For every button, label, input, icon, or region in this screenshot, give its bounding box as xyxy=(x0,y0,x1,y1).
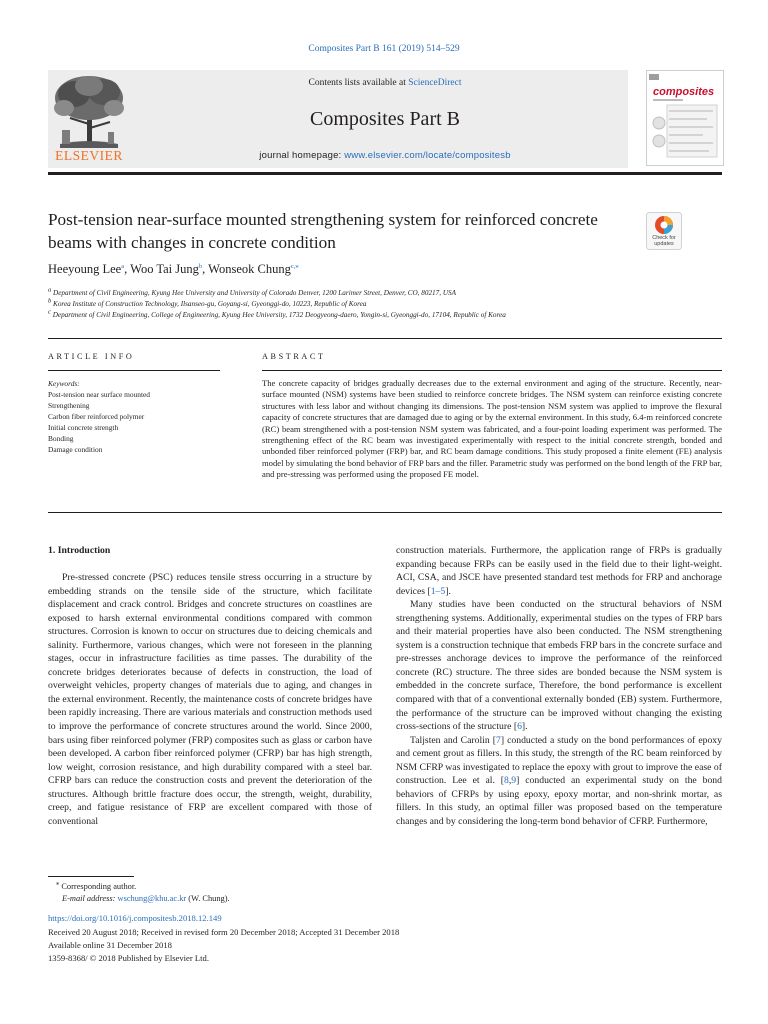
paragraph xyxy=(396,598,722,733)
keyword: Post-tension near surface mounted xyxy=(48,390,151,399)
header-divider xyxy=(48,172,722,175)
received-dates: Received 20 August 2018; Received in revised form 20 December 2018; Accepted 31 December 2018 xyxy=(48,927,400,937)
keywords-block xyxy=(48,378,150,455)
journal-homepage xyxy=(48,150,722,161)
author: Woo Tai Jung xyxy=(130,262,199,276)
author-separator: , xyxy=(124,262,131,276)
paragraph-text: ]. xyxy=(521,721,528,733)
affiliation-mark[interactable]: a xyxy=(121,262,125,270)
keyword: Bonding xyxy=(48,434,74,443)
affiliation-letter: c xyxy=(48,308,51,316)
abstract-heading: ABSTRACT xyxy=(262,352,326,361)
affiliation xyxy=(48,297,367,308)
elsevier-wordmark: ELSEVIER xyxy=(55,148,123,163)
journal-title: Composites Part B xyxy=(309,108,460,130)
author: Heeyoung Lee xyxy=(48,262,122,276)
paragraph: Pre-stressed concrete (PSC) reduces tensile stress occurring in a structure by embedding strands on the tensile side of the structure, which facilitate displacement and crack control. Bridges and concrete structures on coastlines are exposed to harsh external environmental conditions compared with common structures. Corrosion is known to occur on structures due to deicing chemicals and salinity. Furthermore, various changes, which were not foreseen in the planning stages, occur in infrastructure facilities as time passes. The durability of the concrete bridges deteriorates because of defects in construction, the load of overweight vehicles, property changes of materials due to aging, and changes in the external environment. Recently, the maintenance costs of concrete bridges have been rapidly increasing. There are various materials and construction methods used to improve the performance of concrete structures around the world. Since 2000, bars using fiber reinforced polymer (FRP) composites such as glass or carbon have been developed. A carbon fiber reinforced polymer (CFRP) bar has high strength, low weight, corrosion resistance, and high durability compared with a steel bar. CFRP bars can reduce the construction costs and prevent the deterioration of the structures. Although brittle fracture does occur, the strength, weight, durability, creep, and fatigue resistance of FRP are excellent compared with those of conventional xyxy=(48,572,372,827)
affiliation xyxy=(48,308,506,319)
journal-cover-thumbnail xyxy=(646,70,724,166)
footnote-mark: ⁎ xyxy=(56,880,60,888)
check-updates-label: Check for updates xyxy=(652,235,676,247)
paragraph-text: Taljsten and Carolin [ xyxy=(410,734,496,746)
paper-title: Post-tension near-surface mounted strengthening system for reinforced concrete beams with changes in concrete condition xyxy=(48,210,598,252)
footnote-line xyxy=(48,893,230,905)
author-list xyxy=(48,262,299,277)
email-label: E-mail address: xyxy=(62,894,118,903)
email-link[interactable]: wschung@khu.ac.kr xyxy=(117,894,187,903)
copyright: 1359-8368/ © 2018 Published by Elsevier Ltd. xyxy=(48,952,209,963)
author-separator: , xyxy=(202,262,209,276)
abstract-text: The concrete capacity of bridges gradually decreases due to the external environment and aging of the structure. Recently, near-surface mounted (NSM) systems have been studied to reinforce concrete bridges. The NSM system can reinforce existing concrete structures with less labor and without changing its dimensions. The post-tension NSM system was applied to improve the flexural capacity of concrete structures that are damaged due to aging or by the external environment. In this study, 6.4-m reinforced concrete (RC) beam strengthened with a post-tension NSM system was fabricated, and a four-point loading experiment was performed. The strengthening effect of the RC beam was investigated experimentally with respect to the initial concrete strength, bonded and unbonded fiber reinforced polymer (FRP) bar, and RC beam damage conditions. This study proposed a finite element (FE) analysis model by simulating the bond behavior of FRP bars and the filler. Parametric study was performed on the bond length of the FRP bar, and pre-stressing was performed using the proposed FE model. xyxy=(262,378,722,480)
citation-ref[interactable]: 9 xyxy=(511,775,517,787)
affiliation-letter: a xyxy=(48,286,52,294)
affiliation-text: Korea Institute of Construction Technology, Ilsanseo-gu, Goyang-si, Gyeonggi-do, 10223, Republic of Korea xyxy=(53,300,367,308)
affiliation-text: Department of Civil Engineering, College of Engineering, Kyung Hee University, 1732 Deogyeong-daero, Yongin-si, Gyeonggi-do, 17104, Republic of Korea xyxy=(52,311,506,319)
email-owner: (W. Chung). xyxy=(186,894,230,903)
paragraph xyxy=(396,544,722,598)
citation-ref[interactable]: 8 xyxy=(504,775,509,787)
cover-title: composites xyxy=(653,86,715,98)
doi-link[interactable]: https://doi.org/10.1016/j.compositesb.2018.12.149 xyxy=(48,913,222,923)
citation-ref[interactable]: 7 xyxy=(495,734,501,746)
divider xyxy=(48,512,722,513)
keyword: Carbon fiber reinforced polymer xyxy=(48,412,145,421)
sciencedirect-link[interactable]: ScienceDirect xyxy=(408,78,462,88)
affiliation-mark[interactable]: c,⁎ xyxy=(290,262,299,270)
paragraph-text: ] conducted an experimental study on the bond behaviors of CFRPs by using epoxy, epoxy mortar, and non-shrink mortar, as fillers. In this study, an optimal filler was proposed based on the temperature changes and by considering the long-term bond behavior of CFRP. Furthermore, xyxy=(396,775,722,827)
paragraph-text: Many studies have been conducted on the structural behaviors of NSM strengthening systems. Additionally, experimental studies on the types of FRP bars and their material properties have also been conducted. The NSM strengthening system is a construction technique that embeds FRP bars in the concrete surface and pre-stresses anchorage devices to improve the performance of the reinforced concrete (RC) structure. The three sides are bonded because the NSM system is embedded in the concrete surface, Therefore, the bond performance is excellent compared with that of a conventional externally bonded (EB) system. Furthermore, the performance of the structure can be improved without changing the existing cross-sections of the structure [ xyxy=(396,599,722,733)
divider xyxy=(48,370,220,371)
citation-ref[interactable]: 6 xyxy=(517,721,522,733)
divider xyxy=(262,370,722,371)
affiliation xyxy=(48,286,457,297)
journal-citation[interactable]: Composites Part B 161 (2019) 514–529 xyxy=(308,44,460,54)
article-info-heading: ARTICLE INFO xyxy=(48,352,135,361)
body-column-right xyxy=(396,544,722,828)
cover-art xyxy=(647,71,723,165)
paragraph xyxy=(396,734,722,829)
keyword: Initial concrete strength xyxy=(48,423,119,432)
citation-ref[interactable]: 1–5 xyxy=(430,585,446,597)
affiliation-mark[interactable]: b xyxy=(198,262,203,270)
contents-prefix: Contents lists available at xyxy=(308,78,409,88)
footnote-text: Corresponding author. xyxy=(59,882,137,891)
available-online: Available online 31 December 2018 xyxy=(48,939,172,950)
keyword: Strengthening xyxy=(48,401,90,410)
divider xyxy=(48,338,722,339)
body-column-left xyxy=(48,571,372,828)
paragraph-text: construction materials. Furthermore, the application range of FRPs is gradually expanding because FRPs can be easily used in the field due to their light-weight. ACI, CSA, and JSCE have presented standard test methods for FRP and anchorage devices [ xyxy=(396,545,722,597)
check-for-updates-badge[interactable] xyxy=(646,212,682,250)
footnote-divider xyxy=(48,876,134,877)
footnote-line xyxy=(48,881,230,893)
paragraph-text: ]. xyxy=(445,585,451,597)
keywords-label: Keywords: xyxy=(48,379,80,388)
corresponding-author-footnote xyxy=(48,881,230,905)
keyword: Damage condition xyxy=(48,445,103,454)
author: Wonseok Chung xyxy=(208,262,291,276)
section-heading: 1. Introduction xyxy=(48,545,111,556)
contents-availability xyxy=(48,78,722,88)
publication-history xyxy=(48,926,399,964)
paragraph-text: ] conducted a study on the bond performances of epoxy and cement grout as fillers. In this study, the strength of the RC beam reinforced by NSM CFRP was investigated to replace the epoxy with grout to improve the ease of construction. Lee et al. [ xyxy=(396,734,722,787)
homepage-label: journal homepage: xyxy=(259,150,345,161)
affiliation-text: Department of Civil Engineering, Kyung Hee University and University of Colorado Denver, 1200 Larimer Street, Denver, CO, 80217, USA xyxy=(53,289,457,297)
homepage-link[interactable]: www.elsevier.com/locate/compositesb xyxy=(344,150,511,161)
affiliation-letter: b xyxy=(48,297,52,305)
paragraph-text: , xyxy=(508,775,512,787)
